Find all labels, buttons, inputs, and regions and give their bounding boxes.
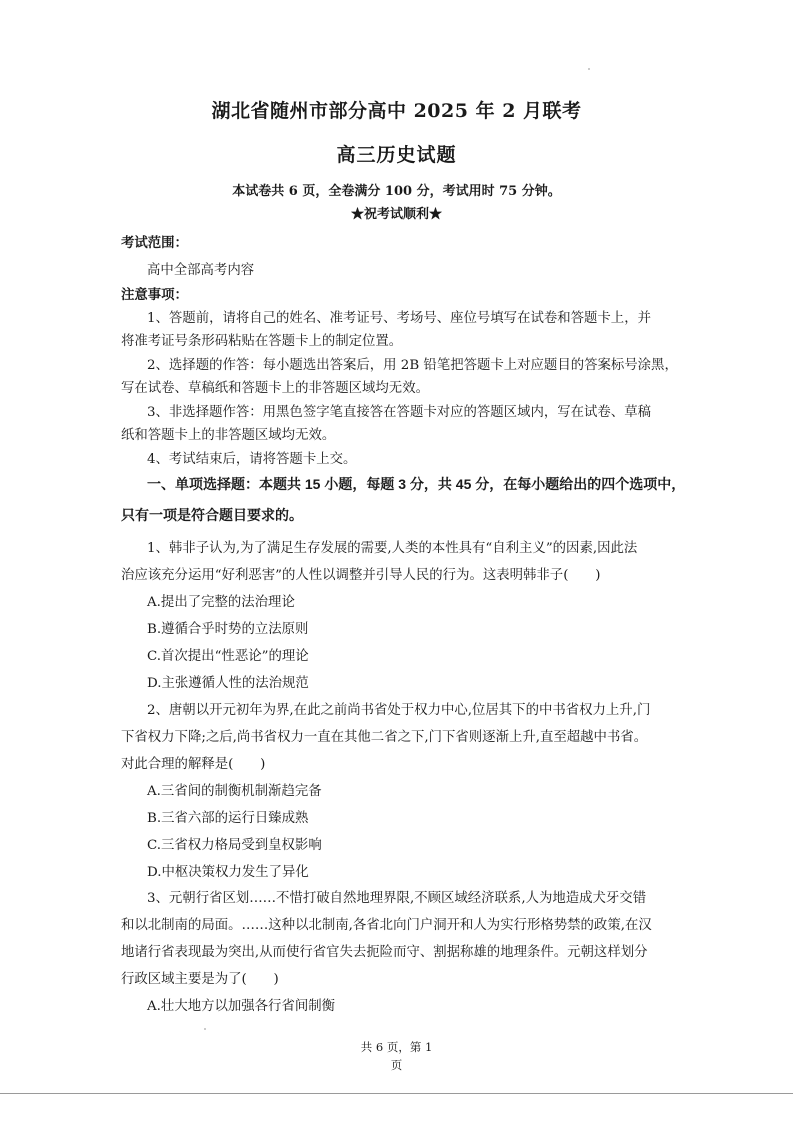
question-2-line-2: 下省权力下降;之后,尚书省权力一直在其他二省之下,门下省则逐渐上升,直至超越中书省。 xyxy=(121,730,648,745)
notes-label: 注意事项： xyxy=(121,287,188,303)
note-4-line-1: 4、考试结束后，请将答题卡上交。 xyxy=(147,452,357,467)
question-2-line-1: 2、唐朝以开元初年为界,在此之前尚书省处于权力中心,位居其下的中书省权力上升,门 xyxy=(147,703,651,718)
section-heading-line-1: 一、单项选择题：本题共 15 小题，每题 3 分，共 45 分，在每小题给出的四个选项中， xyxy=(147,476,686,492)
question-2-option-a: A.三省间的制衡机制渐趋完备 xyxy=(147,784,322,799)
note-3-line-2: 纸和答题卡上的非答题区域均无效。 xyxy=(121,428,336,443)
scope-content: 高中全部高考内容 xyxy=(147,263,255,278)
scan-speck xyxy=(588,68,590,70)
question-1-option-d: D.主张遵循人性的法治规范 xyxy=(147,676,309,691)
question-1-option-c: C.首次提出“性恶论”的理论 xyxy=(147,649,309,664)
question-3-line-2: 和以北制南的局面。……这种以北制南,各省北向门户洞开和人为实行形格势禁的政策,在汉 xyxy=(121,918,652,933)
question-1-option-b: B.遵循合乎时势的立法原则 xyxy=(147,622,309,637)
question-3-option-a: A.壮大地方以加强各行省间制衡 xyxy=(147,999,336,1014)
question-2-option-d: D.中枢决策权力发生了异化 xyxy=(147,865,309,880)
question-2-option-c: C.三省权力格局受到皇权影响 xyxy=(147,838,322,853)
note-1-line-2: 将准考证号条形码粘贴在答题卡上的制定位置。 xyxy=(121,334,403,349)
question-3-line-4: 行政区域主要是为了( ) xyxy=(121,972,279,987)
page-footer-line-2: 页 xyxy=(390,1058,403,1072)
note-2-line-1: 2、选择题的作答：每小题选出答案后，用 2B 铅笔把答题卡上对应题目的答案标号涂黑， xyxy=(147,358,678,373)
page-bottom-rule xyxy=(0,1093,793,1094)
section-heading-line-2: 只有一项是符合题目要求的。 xyxy=(121,507,303,523)
note-1-line-1: 1、答题前，请将自己的姓名、准考证号、考场号、座位号填写在试卷和答题卡上，并 xyxy=(147,311,651,326)
exam-subtitle: 高三历史试题 xyxy=(336,144,457,166)
question-1-line-2: 治应该充分运用“好利恶害”的人性以调整并引导人民的行为。这表明韩非子( ) xyxy=(121,568,601,583)
scope-label: 考试范围： xyxy=(121,235,188,251)
exam-title: 湖北省随州市部分高中 2025 年 2 月联考 xyxy=(211,100,582,122)
scan-speck xyxy=(204,1028,206,1030)
page-footer-line-1: 共 6 页，第 1 xyxy=(360,1040,433,1054)
question-3-line-3: 地诸行省表现最为突出,从而使行省官失去扼险而守、割据称雄的地理条件。元朝这样划分 xyxy=(121,945,648,960)
question-2-option-b: B.三省六部的运行日臻成熟 xyxy=(147,811,309,826)
note-3-line-1: 3、非选择题作答：用黑色签字笔直接答在答题卡对应的答题区域内，写在试卷、草稿 xyxy=(147,405,651,420)
exam-info: 本试卷共 6 页，全卷满分 100 分，考试用时 75 分钟。 xyxy=(232,184,561,199)
question-2-line-3: 对此合理的解释是( ) xyxy=(121,757,266,772)
question-3-line-1: 3、元朝行省区划……不惜打破自然地理界限,不顾区域经济联系,人为地造成犬牙交错 xyxy=(147,891,647,906)
note-2-line-2: 写在试卷、草稿纸和答题卡上的非答题区域均无效。 xyxy=(121,381,429,396)
question-1-line-1: 1、韩非子认为,为了满足生存发展的需要,人类的本性具有“自利主义”的因素,因此法 xyxy=(147,541,638,556)
good-luck-line: ★祝考试顺利★ xyxy=(350,207,442,222)
question-1-option-a: A.提出了完整的法治理论 xyxy=(147,595,295,610)
